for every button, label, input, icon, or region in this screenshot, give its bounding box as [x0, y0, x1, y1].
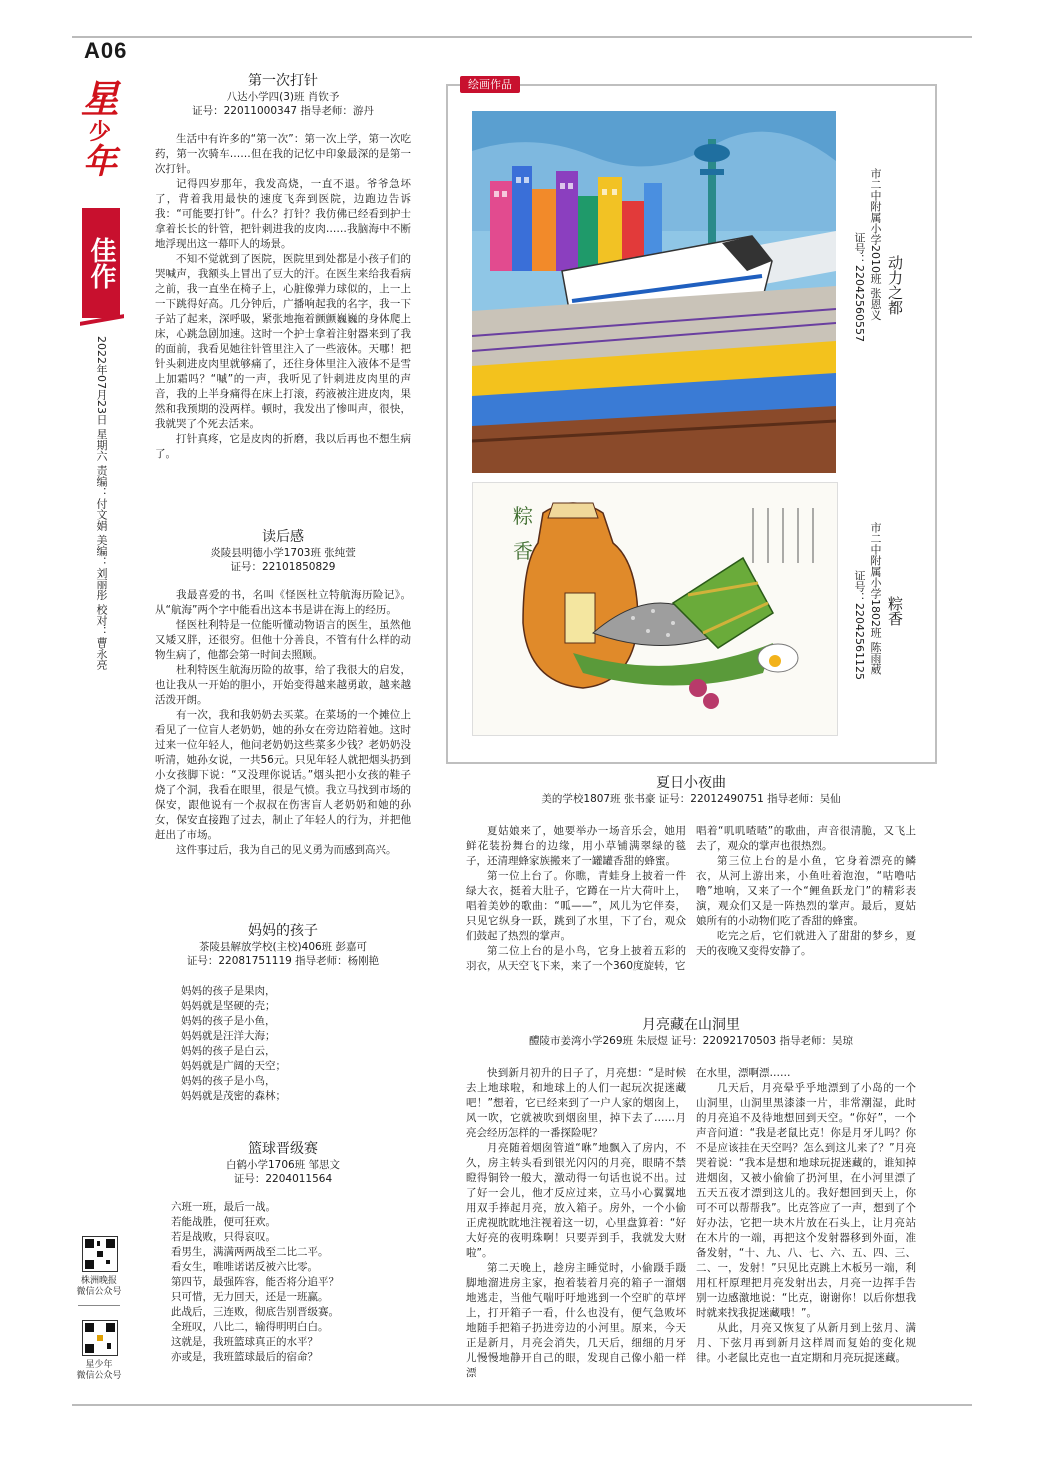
- poem-line: 妈妈的孩子是白云，: [181, 1045, 276, 1057]
- article-moon-cave-col1: [466, 1066, 686, 1381]
- article-cert: 证号：22081751119 指导老师：杨刚艳: [186, 955, 380, 967]
- issue-info: 2022年07月23日 星期六 责编：付文娟 美编：刘丽彤 校对：曹永亮: [95, 336, 108, 670]
- article-byline: 八达小学四(3)班 肖钦予: [226, 91, 340, 103]
- poem-line: 亦或是，我班篮球最后的宿命？: [171, 1351, 318, 1363]
- top-rule: [72, 36, 972, 38]
- poem-line: 此战后，三连败，彻底告别晋级赛。: [171, 1306, 339, 1318]
- article-title: 妈妈的孩子: [248, 923, 318, 939]
- painting1-cert: 证号：22042560557: [853, 232, 866, 342]
- inscription-char-2: 香: [513, 539, 533, 563]
- article-title: 篮球晋级赛: [248, 1141, 318, 1157]
- article-byline: 白鹤小学1706班 邹思文: [225, 1159, 341, 1171]
- painting2-school: 市二中附属小学1802班 陈雨葳: [869, 522, 882, 675]
- article-byline: 美的学校1807班 张书豪 证号：22012490751 指导老师：吴仙: [541, 793, 841, 805]
- article-summer-serenade-header: [466, 774, 916, 806]
- qr-caption-xingshaonian: 星少年 微信公众号: [76, 1360, 122, 1381]
- article-byline: 醴陵市姜湾小学269班 朱辰煜 证号：22092170503 指导老师：吴琼: [528, 1035, 854, 1047]
- poem-line: 妈妈的孩子是小鱼，: [181, 1015, 276, 1027]
- paragraph: 记得四岁那年，我发高烧，一直不退。爷爷急坏了，背着我用最快的速度飞奔到医院，边跑边告诉我：“可能要打针”。什么？打针？我仿佛已经看到护士拿着长长的针管，把针刺进我的皮肉……我脑海中不断地浮现出这一幕吓人的场景。: [155, 178, 411, 250]
- article-cert: 证号：22011000347 指导老师：游丹: [192, 105, 374, 117]
- poem-line: 六班一班，最后一战。: [171, 1201, 276, 1213]
- paragraph: 吃完之后，它们就进入了甜甜的梦乡，夏天的夜晚又变得安静了。: [696, 930, 916, 957]
- poem-line: 若能战胜，便可狂欢。: [171, 1216, 276, 1228]
- painting-power-city: [472, 111, 836, 473]
- masthead-logo: [76, 78, 124, 180]
- paragraph: 怪医杜利特是一位能听懂动物语言的医生，虽然他又矮又胖，还很穷。但他十分善良，不管有什么样的动物生病了，他都会第一时间去照顾。: [155, 619, 411, 661]
- article-title: 夏日小夜曲: [656, 775, 726, 791]
- article-summer-serenade-col2: [696, 824, 916, 959]
- poem-line: 妈妈的孩子是果肉，: [181, 985, 276, 997]
- poem-line: 妈妈就是广阔的天空；: [181, 1060, 286, 1072]
- article-title: 读后感: [262, 529, 304, 545]
- qr-code-zhuzhou[interactable]: [82, 1236, 118, 1272]
- paragraph: 不知不觉就到了医院，医院里到处都是小孩子们的哭喊声，我额头上冒出了豆大的汗。在医生来给我看病之前，我一直坐在椅子上，心脏像弹力球似的，上一上一下跳得好高。几分钟后，广播响起我的名字，我一下子站了起来，深呼吸，紧张地拖着颤颤巍巍的身体爬上床，心跳急剧加速。这时一个护士拿着注射器来到了我的面前，我看见她往针管里注入了一些液体。天哪！把针头刺进皮肉里就够痛了，还往身体里注入液体不是雪上加霜吗？“嘁”的一声，我听见了针刺进皮肉里的声音，我的上半身痛得在床上打滚，药液被注进皮肉，果然和我预期的没两样。顿时，我发出了惨叫声，很快，我就哭了个死去活来。: [155, 253, 411, 430]
- poem-line: 看女生，唯唯诺诺反被六比零。: [171, 1261, 318, 1273]
- painting2-cert: 证号：22042561125: [853, 570, 866, 680]
- poem-line: 第四节，最强阵容，能否将分追平？: [171, 1276, 339, 1288]
- article-moon-cave-col2: [696, 1066, 916, 1366]
- paragraph: 几天后，月亮晕乎乎地漂到了小岛的一个山洞里，山洞里黑漆漆一片，非常潮湿，此时的月亮追不及待地想回到天空。“你好”，一个声音问道：“我是老鼠比克！你是月牙儿吗？你不是应该挂在天空吗？怎么到这儿来了？”月亮哭着说：“我本是想和地球玩捉迷藏的，谁知掉进烟囱，又被小偷偷了扔河里，在小河里漂了五天五夜才漂到这儿的。我好想回到天上，你可不可以帮帮我”。比克答应了一声，想到了个好办法，它把一块木片放在石头上，让月亮站在木片的一端，再把这个发射器移到外面，准备发射，“十、九、八、七、六、五、四、三、二、一，发射！”只见比克跳上木板另一端，利用杠杆原理把月亮发射出去，月亮一边挥手告别一边感激地说：“比克，谢谢你！以后你想我时就来找我捉迷藏哦！”。: [696, 1082, 916, 1319]
- poem-line: 看男生，满满两两战至二比二平。: [171, 1246, 329, 1258]
- paragraph: 在水里，漂啊漂……: [696, 1067, 791, 1079]
- paragraph: 有一次，我和我奶奶去买菜。在菜场的一个摊位上看见了一位盲人老奶奶，她的孙女在旁边陪着她。这时过来一位年轻人，他问老奶奶这些菜多少钱？老奶奶没听清，她孙女说，一共56元。只见年轻人就把烟头扔到小女孩脚下说：“又没理你说话。”烟头把小女孩的鞋子烧了个洞，我看在眼里，很是气愤。我立马找到市场的保安，跟他说有一个叔叔在伤害盲人老奶奶和她的孙女，保安直接跑了过去，制止了年轻人的行为，并把他赶出了市场。: [155, 709, 411, 841]
- article-cert: 证号：22101850829: [230, 561, 336, 573]
- article-title: 第一次打针: [248, 73, 318, 89]
- paragraph: 第三位上台的是小鱼，它身着漂亮的鳞衣，从河上游出来，小鱼吐着泡泡，“咕噜咕噜”地响，又来了一个“鲤鱼跃龙门”的精彩表演，观众们又是一阵热烈的掌声。最后，夏姑娘所有的小动物们吃了香甜的蜂蜜。: [696, 855, 916, 927]
- bottom-rule: [72, 1404, 972, 1406]
- article-moon-cave-header: [466, 1016, 916, 1048]
- paragraph: 这件事过后，我为自己的见义勇为而感到高兴。: [176, 844, 397, 856]
- painting1-title: 动力之都: [886, 255, 904, 315]
- masthead-char-3: 年: [83, 142, 117, 182]
- paragraph: 第一位上台了。你瞧，青蛙身上披着一件绿大衣，挺着大肚子，它蹲在一片大荷叶上，唱着美妙的歌曲：“呱——”，风儿为它伴奏，只见它纵身一跃，跳到了水里，下了台，观众们鼓起了热烈的掌声。: [466, 870, 686, 942]
- article-first-injection: [155, 72, 411, 462]
- paragraph: 生活中有许多的“第一次”：第一次上学，第一次吃药，第一次骑车……但在我的记忆中印象最深的是第一次打针。: [155, 133, 411, 175]
- article-byline: 茶陵县解放学校(主校)406班 彭嘉可: [198, 941, 368, 953]
- paragraph: 唱着“叽叽喳喳”的歌曲，声音很清脆，又飞上去了，观众的掌声也很热烈。: [696, 825, 916, 852]
- qr-caption-zhuzhou: 株洲晚报 微信公众号: [76, 1276, 122, 1297]
- article-summer-serenade-col1: [466, 824, 686, 974]
- paragraph: 快到新月初升的日子了，月亮想：“是时候去上地球啦，和地球上的人们一起玩次捉迷藏吧！”想着，它已经来到了一户人家的烟囱上，风一吹，它就被吹到烟囱里，掉下去了……月亮会经历怎样的一番探险呢？: [466, 1067, 686, 1139]
- paragraph: 打针真疼，它是皮肉的折磨，我以后再也不想生病了。: [155, 433, 411, 460]
- section-tab: 佳作: [82, 208, 120, 318]
- article-cert: 证号：2204011564: [233, 1173, 333, 1185]
- artwork-tag: 绘画作品: [460, 76, 520, 93]
- painting2-title: 粽香: [886, 596, 904, 626]
- poem-line: 只可惜，无力回天，还是一班赢。: [171, 1291, 329, 1303]
- qr-separator: [78, 1305, 120, 1306]
- masthead-char-1: 星: [80, 76, 119, 121]
- paragraph: 我最喜爱的书，名叫《怪医杜立特航海历险记》。从“航海”两个字中能看出这本书是讲在海上的经历。: [155, 589, 411, 616]
- article-reading-notes: [155, 528, 411, 858]
- paragraph: 第二位上台的是小鸟，它身上披着五彩的羽衣，从天空飞下来，来了一个360度旋转，它: [466, 945, 686, 972]
- poem-mothers-child: [155, 922, 411, 1104]
- poem-line: 全班叹，八比二，输得明明白白。: [171, 1321, 329, 1333]
- inscription-char-1: 粽: [513, 504, 533, 528]
- poem-line: 妈妈就是坚硬的壳；: [181, 1000, 276, 1012]
- poem-line: 这就是，我班篮球真正的水平？: [171, 1336, 318, 1348]
- paragraph: 从此，月亮又恢复了从新月到上弦月、满月、下弦月再到新月这样周而复始的变化规律。小老鼠比克也一直定期和月亮玩捉迷藏。: [696, 1322, 916, 1364]
- poem-line: 妈妈就是茂密的森林；: [181, 1090, 286, 1102]
- poem-line: 若是战败，只得哀叹。: [171, 1231, 276, 1243]
- paragraph: 杜利特医生航海历险的故事，给了我很大的启发，也让我从一开始的胆小，开始变得越来越勇敢，越来越活泼开朗。: [155, 664, 411, 706]
- painting1-school: 市二中附属小学2010班 张恩义: [869, 168, 882, 321]
- article-byline: 炎陵县明德小学1703班 张纯萱: [210, 547, 356, 559]
- page-number: A06: [84, 38, 128, 63]
- paragraph: 月亮随着烟囱管道“咻”地飘入了房内，不久，房主转头看到银光闪闪的月亮，眼睛不禁瞪得铜铃一般大，激动得一句话也说不出。过了好一会儿，他才反应过来，立马小心翼翼地用双手捧起月亮，放入箱子。房外，一个小偷正虎视眈眈地注视着这一切，心里盘算着：“好大好亮的夜明珠啊！只要弄到手，我就发大财啦”。: [466, 1142, 686, 1259]
- paragraph: 第二天晚上，趁房主睡觉时，小偷蹑手蹑脚地溜进房主家，抱着装着月亮的箱子一溜烟地逃走，当他气喘吁吁地逃到一个空旷的草坪上，打开箱子一看，什么也没有，便气急败坏地随手把箱子扔进旁边的小河里。原来，今天正是新月，月亮会消失，几天后，细细的月牙儿慢慢地静开自己的眼，发现自己像小船一样漂: [466, 1262, 686, 1379]
- masthead-char-2: 少: [88, 119, 111, 145]
- article-title: 月亮藏在山洞里: [642, 1017, 740, 1033]
- poem-line: 妈妈的孩子是小鸟，: [181, 1075, 276, 1087]
- poem-line: 妈妈就是汪洋大海；: [181, 1030, 276, 1042]
- paragraph: 夏姑娘来了，她要举办一场音乐会，她用鲜花装扮舞台的边缘，用小草铺满翠绿的毯子，还清理蜂家族搬来了一罐罐香甜的蜂蜜。: [466, 825, 686, 867]
- painting-zongzi: [472, 482, 838, 736]
- qr-code-xingshaonian[interactable]: [82, 1320, 118, 1356]
- poem-basketball: [155, 1140, 411, 1365]
